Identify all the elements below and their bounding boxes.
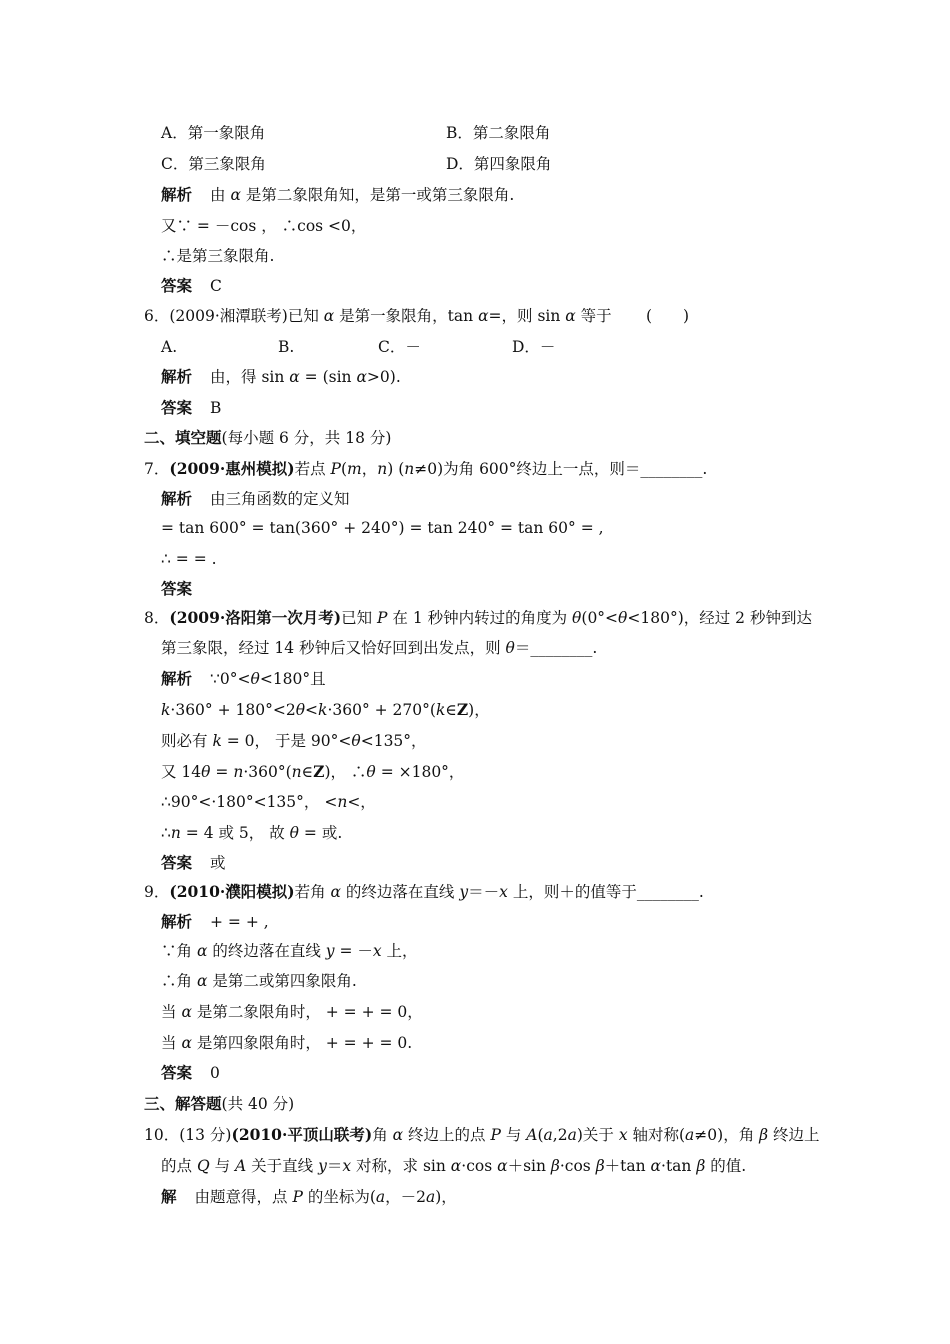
- integer-set-z: Z: [313, 762, 325, 781]
- answer-label: 答案: [161, 398, 193, 417]
- var-alpha: α: [289, 368, 300, 386]
- text: ∴是第三象限角.: [161, 247, 275, 265]
- var-beta: β: [595, 1157, 605, 1175]
- q8-line7: [161, 792, 376, 812]
- var-alpha: α: [323, 307, 335, 325]
- q5-analysis: [161, 185, 514, 205]
- section-heading: [144, 428, 391, 448]
- q8-analysis: [161, 669, 326, 689]
- section-heading: [144, 1094, 294, 1114]
- option-a-text: A.: [161, 338, 178, 356]
- q9-analysis: [161, 912, 269, 932]
- text: <135°，: [360, 732, 427, 750]
- text: ∵0°<: [210, 670, 251, 688]
- text: <，: [347, 793, 376, 811]
- text: ＝________.: [514, 639, 598, 657]
- text: 的坐标为(: [302, 1188, 376, 1206]
- q8-answer: [161, 853, 226, 873]
- var-a: a: [426, 1188, 436, 1206]
- var-theta: θ: [289, 824, 299, 842]
- answer-label: 答案: [161, 579, 193, 598]
- q7-answer: [161, 579, 192, 599]
- text: 的点: [161, 1157, 197, 1175]
- option-d-text: D．第四象限角: [446, 155, 552, 173]
- text: >0).: [366, 368, 401, 386]
- option-b: [278, 337, 294, 357]
- analysis-label: 解析: [161, 489, 193, 508]
- text: = －: [334, 942, 373, 960]
- question-source: (2009·惠州模拟): [169, 459, 295, 478]
- text: ≠0)为角 600°终边上一点，则＝________.: [414, 460, 708, 478]
- text: (0°<: [581, 609, 619, 627]
- var-alpha: α: [196, 942, 208, 960]
- q7-stem: [144, 459, 707, 479]
- var-alpha: α: [330, 883, 341, 901]
- text: 的终边落在直线: [207, 942, 326, 960]
- text: ＝－: [468, 883, 500, 901]
- analysis-label: 解析: [161, 912, 193, 931]
- text: ，－2: [385, 1188, 426, 1206]
- text: 与: [209, 1157, 236, 1175]
- text: ≠0)，角: [694, 1126, 760, 1144]
- text: (: [537, 1126, 544, 1144]
- text: = (sin: [299, 368, 357, 386]
- var-a: a: [567, 1126, 577, 1144]
- option-c-text: C．－: [378, 338, 421, 356]
- var-alpha: α: [497, 1157, 508, 1175]
- var-alpha: α: [565, 307, 576, 325]
- var-p: P: [292, 1188, 303, 1206]
- var-x: x: [372, 942, 382, 960]
- var-alpha: α: [356, 368, 367, 386]
- q5-answer: [161, 276, 222, 296]
- q7-line2: [161, 518, 604, 538]
- text: )，: [435, 1188, 457, 1206]
- q10-stem-line2: [161, 1156, 746, 1176]
- question-number: 6．: [144, 307, 170, 325]
- question-number: 8．: [144, 609, 170, 627]
- q7-analysis: [161, 489, 350, 509]
- var-beta: β: [696, 1157, 706, 1175]
- text: 是第二象限角时， + = + = 0，: [191, 1003, 423, 1021]
- option-a: [161, 123, 265, 143]
- var-y: y: [459, 883, 469, 901]
- text: 由三角函数的定义知: [210, 490, 350, 508]
- var-theta: θ: [295, 701, 306, 719]
- var-alpha: α: [392, 1126, 404, 1144]
- answer-label: 答案: [161, 853, 193, 872]
- var-y: y: [325, 942, 335, 960]
- q8-stem-line2: [161, 638, 597, 658]
- text: <180°)，经过 2 秒钟到达: [627, 609, 812, 627]
- var-q: Q: [196, 1157, 210, 1175]
- var-theta: θ: [366, 763, 376, 781]
- text: ∵角: [161, 942, 197, 960]
- q8-line8: [161, 823, 342, 843]
- var-p: P: [330, 460, 341, 478]
- var-n: n: [291, 763, 302, 781]
- var-n: n: [404, 460, 415, 478]
- var-theta: θ: [201, 763, 211, 781]
- var-a: a: [375, 1188, 386, 1206]
- text: 已知: [341, 609, 378, 627]
- text: ) (: [387, 460, 405, 478]
- option-a: [161, 337, 177, 357]
- var-p: P: [490, 1126, 501, 1144]
- answer-label: 答案: [161, 276, 193, 295]
- var-k: k: [161, 701, 171, 719]
- text: ·360° + 270°(: [327, 701, 436, 719]
- var-beta: β: [759, 1126, 769, 1144]
- text: =，则 sin: [488, 307, 566, 325]
- q9-answer: [161, 1063, 220, 1083]
- q8-line6: [161, 762, 464, 782]
- text: 轴对称(: [627, 1126, 686, 1144]
- text: 当: [161, 1034, 182, 1052]
- q9-line3: [161, 971, 357, 991]
- text: 的终边落在直线: [341, 883, 460, 901]
- text: =: [210, 763, 234, 781]
- option-c: [378, 337, 421, 357]
- text: <: [305, 701, 319, 719]
- text: ∈: [445, 701, 457, 719]
- text: ·360° + 180°<2: [170, 701, 296, 719]
- option-a-text: A．第一象限角: [161, 124, 266, 142]
- text: 则必有: [161, 732, 213, 750]
- var-theta: θ: [505, 639, 515, 657]
- text: 是第四象限角时， + = + = 0.: [191, 1034, 413, 1052]
- answer-value: 0: [210, 1064, 220, 1082]
- q6-stem: [144, 306, 612, 326]
- var-a: a: [543, 1126, 553, 1144]
- text: 是第一象限角，tan: [334, 307, 479, 325]
- text: = tan 600° = tan(360° + 240°) = tan 240° = tan 60° = ,: [161, 519, 604, 537]
- text: ·cos: [461, 1157, 498, 1175]
- var-theta: θ: [351, 732, 361, 750]
- q9-line2: [161, 941, 418, 961]
- text: ·cos: [559, 1157, 596, 1175]
- var-a-point: A: [235, 1157, 247, 1175]
- text: + = + ,: [210, 913, 269, 931]
- text: 是第二象限角知，是第一或第三象限角.: [240, 186, 515, 204]
- var-alpha: α: [181, 1003, 192, 1021]
- text: 由: [210, 186, 231, 204]
- analysis-label: 解析: [161, 669, 193, 688]
- text: 关于直线: [246, 1157, 319, 1175]
- text: 终边上: [768, 1126, 820, 1144]
- text: )关于: [576, 1126, 619, 1144]
- analysis-label: 解析: [161, 185, 193, 204]
- option-c-text: C．第三象限角: [161, 155, 266, 173]
- text: 角: [372, 1126, 393, 1144]
- var-alpha: α: [230, 186, 241, 204]
- var-n: n: [377, 460, 388, 478]
- q9-line5: [161, 1033, 412, 1053]
- text: ∴90°<·180°<135°， <: [161, 793, 338, 811]
- var-alpha: α: [650, 1157, 662, 1175]
- text: ＋tan: [604, 1157, 651, 1175]
- text: 终边上的点: [403, 1126, 491, 1144]
- text: ∴角: [161, 972, 197, 990]
- text: 等于: [575, 307, 612, 325]
- text: ＝: [326, 1157, 343, 1175]
- var-alpha: α: [196, 972, 208, 990]
- option-c: [161, 154, 266, 174]
- option-b: [446, 123, 550, 143]
- text: )， ∴: [324, 763, 367, 781]
- analysis-label: 解析: [161, 367, 193, 386]
- text: 是第二或第四象限角.: [207, 972, 357, 990]
- solution-label: 解: [161, 1187, 177, 1206]
- text: (: [340, 460, 348, 478]
- text: 第三象限，经过 14 秒钟后又恰好回到出发点，则: [161, 639, 506, 657]
- q10-stem: [144, 1125, 820, 1145]
- option-b-text: B．第二象限角: [446, 124, 551, 142]
- text: ，: [361, 460, 378, 478]
- q6-analysis: [161, 367, 401, 387]
- question-points: (13 分): [179, 1126, 232, 1144]
- var-x: x: [342, 1157, 352, 1175]
- text: ∴: [161, 824, 171, 842]
- section-title: 二、填空题: [144, 428, 222, 447]
- text: = ×180°，: [375, 763, 465, 781]
- section-note: (每小题 6 分，共 18 分): [221, 429, 392, 447]
- text: 对称，求 sin: [351, 1157, 451, 1175]
- text: ,2: [552, 1126, 568, 1144]
- var-m: m: [347, 460, 362, 478]
- text: ·360°(: [243, 763, 292, 781]
- text: 在 1 秒钟内转过的角度为: [387, 609, 573, 627]
- var-n: n: [170, 824, 181, 842]
- var-k: k: [435, 701, 446, 719]
- var-alpha: α: [478, 307, 489, 325]
- question-source: (2009·洛阳第一次月考): [169, 608, 342, 627]
- q8-stem: [144, 608, 812, 628]
- text: ·tan: [661, 1157, 697, 1175]
- option-b-text: B.: [278, 338, 295, 356]
- text: 当: [161, 1003, 182, 1021]
- integer-set-z: Z: [456, 700, 469, 719]
- var-x: x: [499, 883, 508, 901]
- text: 若角: [294, 883, 331, 901]
- option-d-text: D．－: [512, 338, 556, 356]
- answer-paren: [646, 306, 689, 326]
- text: ∈: [301, 763, 314, 781]
- section-title: 三、解答题: [144, 1094, 222, 1113]
- var-k: k: [318, 701, 328, 719]
- question-number: 7．: [144, 460, 170, 478]
- question-number: 9．: [144, 883, 170, 901]
- var-theta: θ: [572, 609, 582, 627]
- q6-answer: [161, 398, 221, 418]
- answer-value: 或: [210, 854, 226, 872]
- q8-line5: [161, 731, 427, 751]
- var-a: a: [685, 1126, 695, 1144]
- var-x: x: [618, 1126, 628, 1144]
- text: = 或.: [298, 824, 343, 842]
- text: )，: [468, 701, 490, 719]
- var-p: P: [377, 609, 388, 627]
- text: = 4 或 5， 故: [180, 824, 290, 842]
- text: 与: [500, 1126, 527, 1144]
- var-alpha: α: [450, 1157, 462, 1175]
- text: 已知: [287, 307, 324, 325]
- text: 由题意得，点: [194, 1188, 293, 1206]
- var-y: y: [318, 1157, 327, 1175]
- text: 若点: [294, 460, 331, 478]
- var-n: n: [233, 763, 244, 781]
- text: 的值.: [705, 1157, 747, 1175]
- paren-text: ( ): [646, 307, 690, 325]
- var-alpha: α: [181, 1034, 192, 1052]
- var-k: k: [212, 732, 222, 750]
- q7-line3: [161, 549, 217, 569]
- section-note: (共 40 分): [221, 1095, 295, 1113]
- text: 又∵ = －cos ， ∴cos <0，: [161, 217, 367, 235]
- q10-solution: [161, 1187, 457, 1207]
- text: = 0， 于是 90°<: [221, 732, 352, 750]
- answer-label: 答案: [161, 1063, 193, 1082]
- text: ∴ = = .: [161, 550, 217, 568]
- text: ＋sin: [507, 1157, 551, 1175]
- text: 上，: [381, 942, 418, 960]
- var-theta: θ: [618, 609, 628, 627]
- text: 上，则＋的值等于________.: [507, 883, 704, 901]
- q5-line2: [161, 216, 366, 236]
- text: 又 14: [161, 763, 202, 781]
- option-d: [446, 154, 551, 174]
- question-source: (2009·湘潭联考): [169, 307, 288, 325]
- answer-value: C: [210, 277, 222, 295]
- text: 由，得 sin: [210, 368, 290, 386]
- answer-value: B: [210, 399, 222, 417]
- q9-stem: [144, 882, 704, 902]
- question-source: (2010·濮阳模拟): [169, 882, 295, 901]
- var-n: n: [337, 793, 348, 811]
- q8-line4: [161, 700, 490, 720]
- q5-line3: [161, 246, 274, 266]
- question-number: 10．: [144, 1126, 180, 1144]
- var-a-point: A: [526, 1126, 538, 1144]
- option-d: [512, 337, 555, 357]
- q9-line4: [161, 1002, 423, 1022]
- question-source: (2010·平顶山联考): [231, 1125, 373, 1144]
- text: <180°且: [259, 670, 326, 688]
- var-theta: θ: [250, 670, 260, 688]
- var-beta: β: [550, 1157, 560, 1175]
